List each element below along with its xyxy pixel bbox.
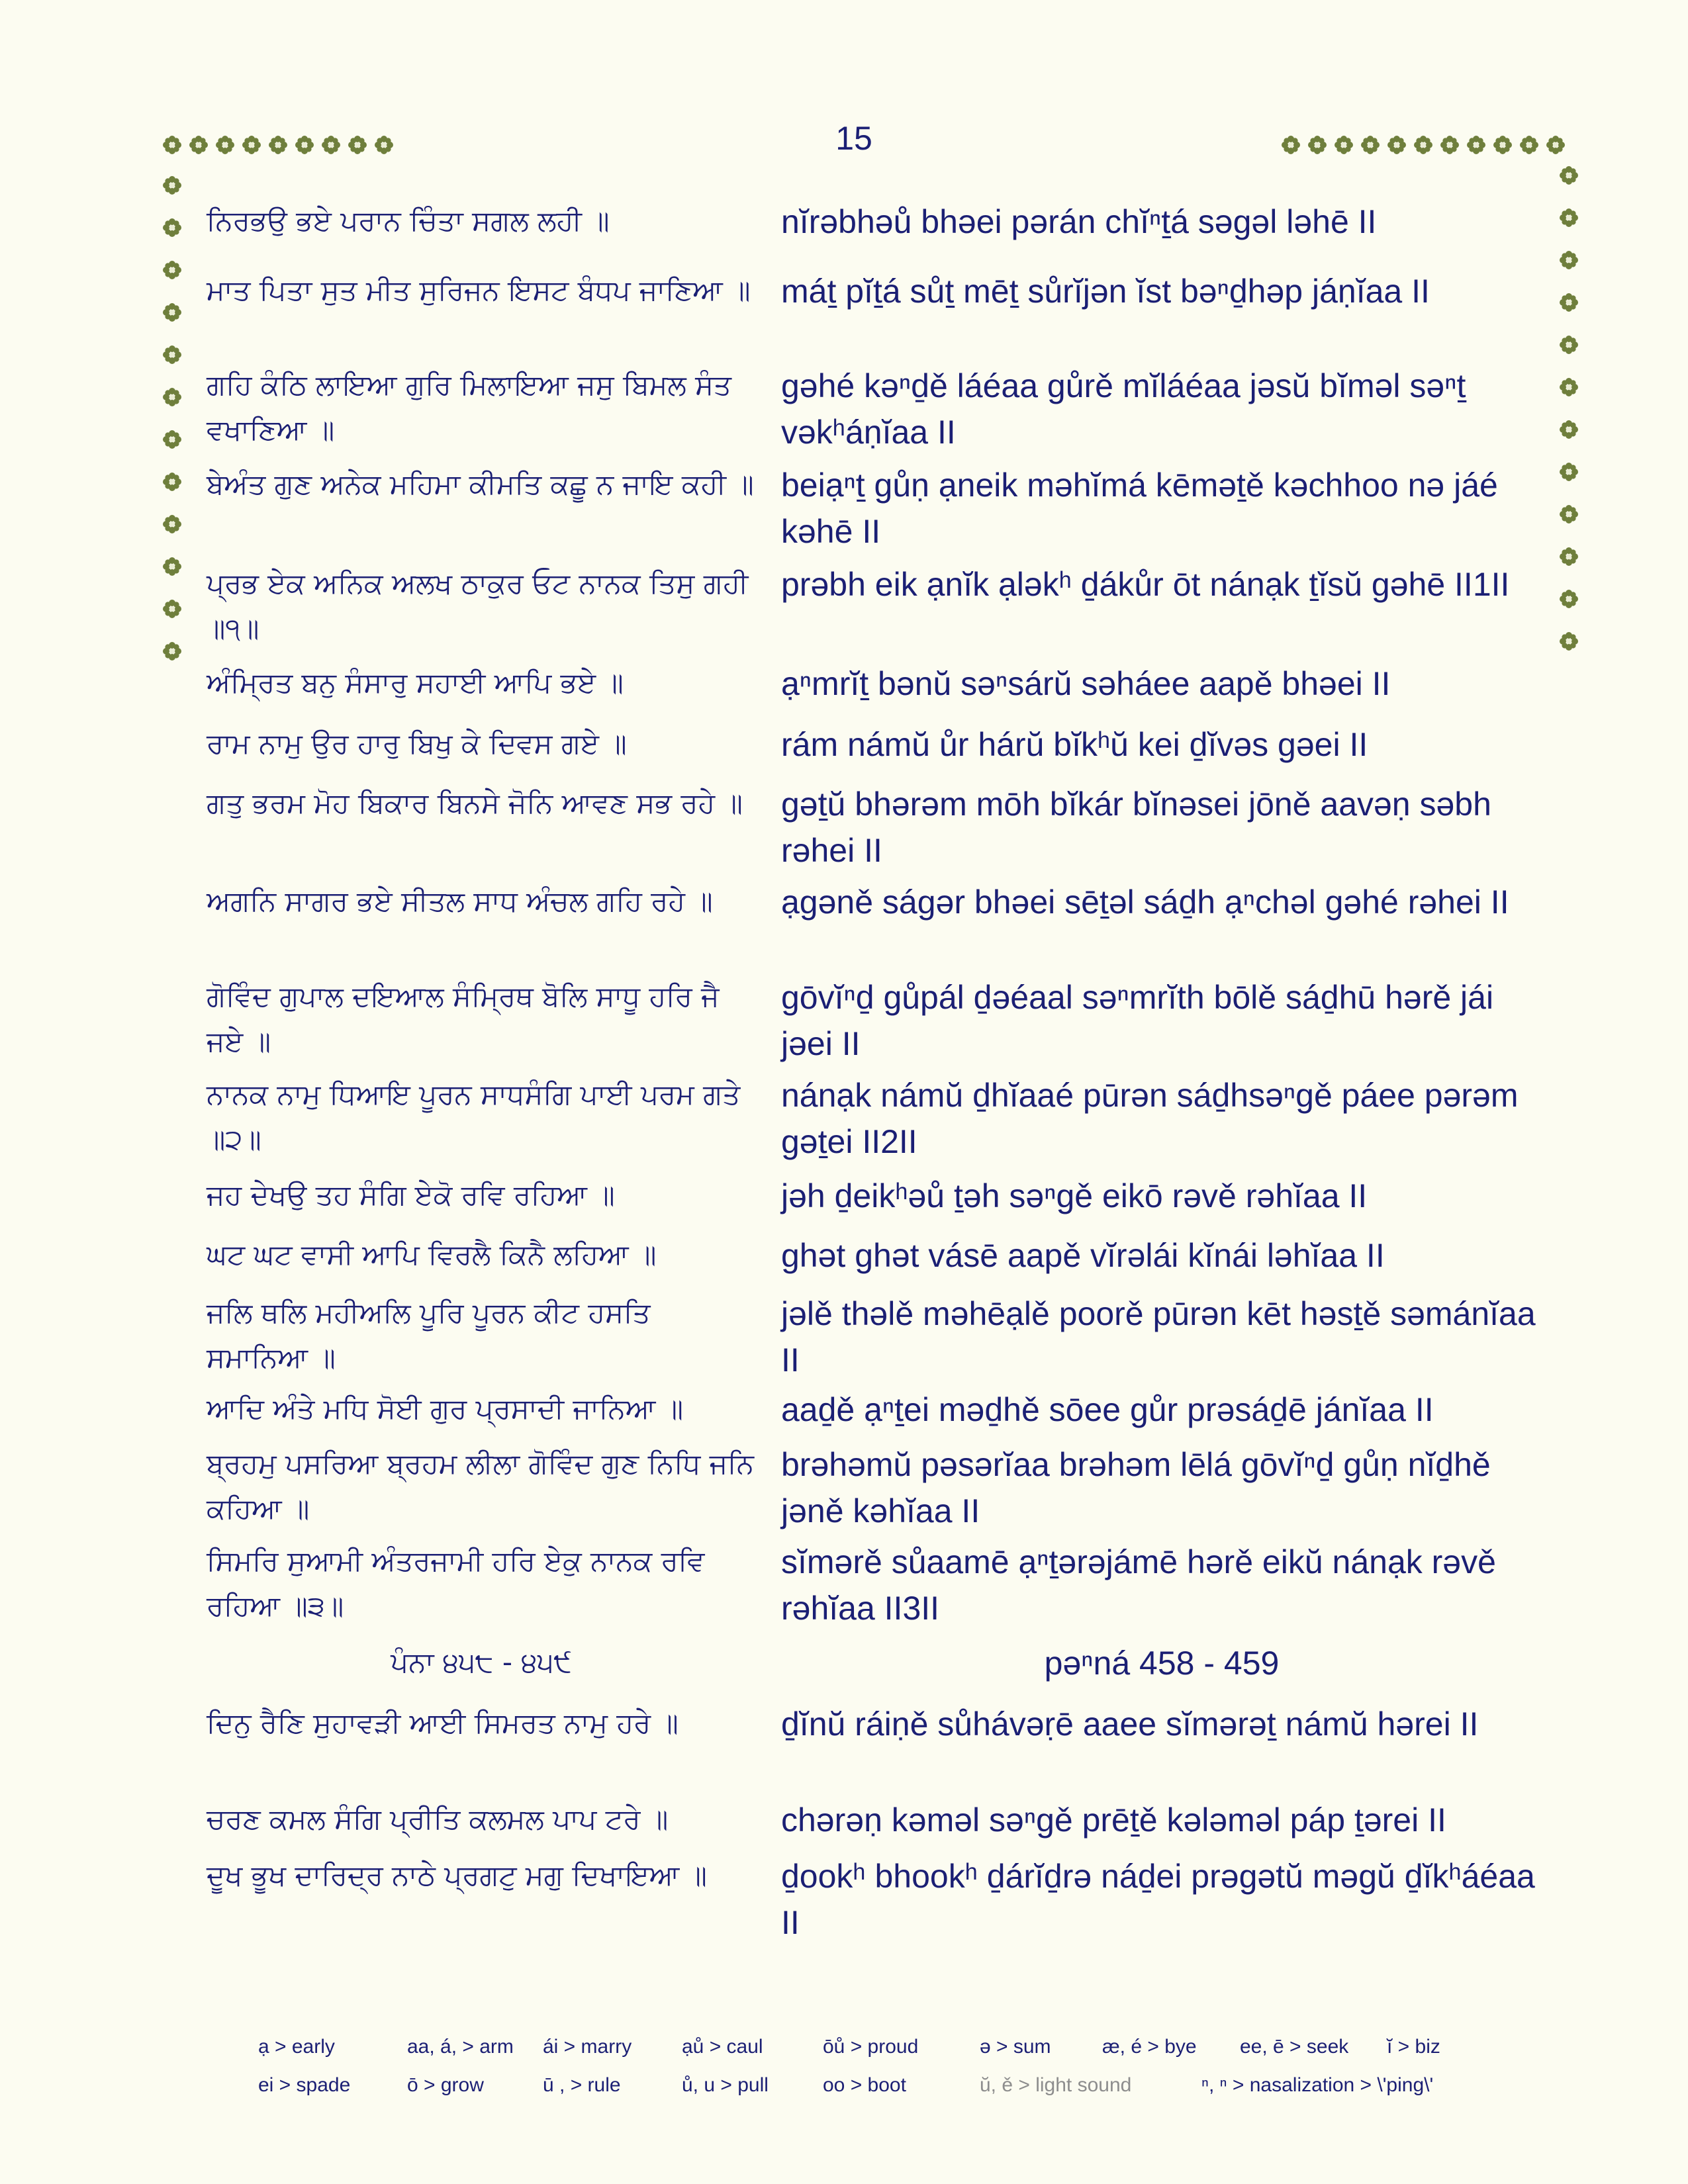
gurmukhi-line: ਬੇਅੰਤ ਗੁਣ ਅਨੇਕ ਮਹਿਮਾ ਕੀਮਤਿ ਕਛੂ ਨ ਜਾਇ ਕਹੀ ॥ [207, 468, 754, 500]
gurmukhi-line: ਅਗਨਿ ਸਾਗਰ ਭਏ ਸੀਤਲ ਸਾਧ ਅੰਚਲ ਗਹਿ ਰਹੇ ॥ [207, 885, 713, 917]
flower-ornament-icon [1546, 135, 1566, 155]
flower-ornament-icon [1387, 135, 1407, 155]
flower-ornament-icon [321, 135, 341, 155]
flower-ornament-icon [162, 641, 182, 661]
gurmukhi-line: ਜਲਿ ਥਲਿ ਮਹੀਅਲਿ ਪੂਰਿ ਪੂਰਨ ਕੀਟ ਹਸਤਿ ਸਮਾਨਿਆ ॥ [207, 1297, 651, 1374]
transliteration-line: brəhəmŭ pəsərĭaa brəhəm lēlá gōvĭⁿḏ gůṇ nĭḏhě jəně kəhĭaa II [781, 1446, 1500, 1529]
flower-ornament-icon [1413, 135, 1433, 155]
legend-item: ŭ, ě > light sound [980, 2074, 1132, 2096]
gurmukhi-line: ਚਰਣ ਕਮਲ ਸੰਗਿ ਪ੍ਰੀਤਿ ਕਲਮਲ ਪਾਪ ਟਰੇ ॥ [207, 1803, 669, 1835]
flower-ornament-icon [1559, 631, 1579, 651]
legend-item: ⁿ, ⁿ > nasalization > \'ping\' [1201, 2074, 1434, 2096]
transliteration-line: gəhé kəⁿḏě láéaa gůrě mĭláéaa jəsŭ bĭməl səⁿṯ vəkʰáṇĭaa II [781, 367, 1476, 451]
flower-ornament-icon [162, 135, 182, 155]
flower-ornament-icon [374, 135, 394, 155]
flower-ornament-icon [1559, 335, 1579, 355]
gurmukhi-line: ਬ੍ਰਹਮੁ ਪਸਰਿਆ ਬ੍ਰਹਮ ਲੀਲਾ ਗੋਵਿੰਦ ਗੁਣ ਨਿਧਿ ਜਨਿ ਕਹਿਆ ॥ [207, 1447, 754, 1525]
legend-item: æ, é > bye [1102, 2036, 1197, 2058]
flower-ornament-icon [1360, 135, 1380, 155]
legend-item: ĭ > biz [1387, 2036, 1440, 2058]
gurmukhi-line: ਦਿਨੁ ਰੈਣਿ ਸੁਹਾਵੜੀ ਆਈ ਸਿਮਰਤ ਨਾਮੁ ਹਰੇ ॥ [207, 1707, 679, 1739]
flower-ornament-icon [242, 135, 261, 155]
transliteration-line: ḏĭnŭ ráiṇě sůhávəṛē aaee sĭmərəṯ námŭ hərei II [781, 1706, 1479, 1743]
legend-item: ū , > rule [543, 2074, 621, 2096]
flower-ornament-icon [1559, 293, 1579, 312]
legend-item: ə > sum [980, 2036, 1051, 2058]
flower-ornament-icon [1559, 420, 1579, 439]
flower-ornament-icon [215, 135, 235, 155]
gurmukhi-line: ਦੂਖ ਭੂਖ ਦਾਰਿਦ੍ਰ ਨਾਠੇ ਪ੍ਰਗਟੁ ਮਗੁ ਦਿਖਾਇਆ ॥ [207, 1859, 707, 1891]
gurmukhi-line: ਰਾਮ ਨਾਮੁ ਉਰ ਹਾਰੁ ਬਿਖੁ ਕੇ ਦਿਵਸ ਗਏ ॥ [207, 727, 627, 760]
gurmukhi-line: ਪ੍ਰਭ ਏਕ ਅਨਿਕ ਅਲਖ ਠਾਕੁਰ ਓਟ ਨਾਨਕ ਤਿਸੁ ਗਹੀ ॥੧॥ [207, 567, 749, 645]
flower-ornament-icon [162, 345, 182, 365]
flower-ornament-icon [162, 514, 182, 534]
flower-ornament-icon [162, 430, 182, 449]
legend-item: ōů > proud [823, 2036, 919, 2058]
gurmukhi-line: ਗੋਵਿੰਦ ਗੁਪਾਲ ਦਇਆਲ ਸੰਮ੍ਰਿਥ ਬੋਲਿ ਸਾਧੂ ਹਰਿ ਜੈ ਜਏ ॥ [207, 980, 720, 1058]
flower-ornament-icon [1519, 135, 1539, 155]
transliteration-line: rám námŭ ůr hárŭ bĭkʰŭ kei ḏĭvəs gəei II [781, 726, 1368, 763]
legend-item: ei > spade [258, 2074, 351, 2096]
transliteration-line: prəbh eik ạnĭk ạləkʰ ḏákůr ōt nánạk ṯĭsŭ gəhē II1II [781, 566, 1510, 603]
gurmukhi-line: ਗਹਿ ਕੰਠਿ ਲਾਇਆ ਗੁਰਿ ਮਿਲਾਇਆ ਜਸੁ ਬਿਮਲ ਸੰਤ ਵਖਾਣਿਆ ॥ [207, 369, 731, 446]
transliteration-line: ḏookʰ bhookʰ ḏárĭḏrə náḏei prəgətŭ məgŭ ḏĭkʰáéaa II [781, 1858, 1544, 1941]
transliteration-line: aaḏě ạⁿṯei məḏhě sōee gůr prəsáḏē jánĭaa II [781, 1391, 1434, 1428]
transliteration-line: ạⁿmrĭṯ bənŭ səⁿsárŭ səháee aapě bhəei II [781, 665, 1391, 702]
flower-ornament-icon [1493, 135, 1513, 155]
gurmukhi-line: ਆਦਿ ਅੰਤੇ ਮਧਿ ਸੋਈ ਗੁਰ ਪ੍ਰਸਾਦੀ ਜਾਨਿਆ ॥ [207, 1392, 684, 1425]
flower-ornament-icon [1559, 504, 1579, 524]
flower-ornament-icon [162, 175, 182, 195]
gurmukhi-line: ਘਟ ਘਟ ਵਾਸੀ ਆਪਿ ਵਿਰਲੈ ਕਿਨੈ ਲਹਿਆ ॥ [207, 1238, 657, 1271]
flower-ornament-icon [1440, 135, 1460, 155]
flower-ornament-icon [1559, 462, 1579, 482]
legend-item: ạ > early [258, 2036, 335, 2058]
transliteration-line: ạgəně ságər bhəei sēṯəl sáḏh ạⁿchəl gəhé rəhei II [781, 884, 1509, 921]
flower-ornament-icon [1559, 547, 1579, 567]
flower-ornament-icon [162, 599, 182, 619]
flower-ornament-icon [162, 218, 182, 238]
transliteration-line: beiạⁿṯ gůṇ ạneik məhĭmá kēməṯě kəchhoo nə jáé kəhē II [781, 467, 1507, 550]
page-reference-gurmukhi: ਪੰਨਾ ੪੫੮ - ੪੫੯ [391, 1646, 572, 1678]
legend-item: ō > grow [407, 2074, 484, 2096]
flower-ornament-icon [162, 472, 182, 492]
gurmukhi-line: ਅੰਮ੍ਰਿਤ ਬਨੁ ਸੰਸਾਰੁ ਸਹਾਈ ਆਪਿ ਭਏ ॥ [207, 666, 624, 699]
flower-ornament-icon [295, 135, 314, 155]
flower-ornament-icon [189, 135, 209, 155]
flower-ornament-icon [1559, 250, 1579, 270]
transliteration-line: gəṯŭ bhərəm mōh bĭkár bĭnəsei jōně aavəṇ səbh rəhei II [781, 786, 1501, 869]
legend-item: oo > boot [823, 2074, 906, 2096]
transliteration-line: ghət ghət vásē aapě vĭrəlái kĭnái ləhĭaa II [781, 1237, 1385, 1274]
flower-ornament-icon [1307, 135, 1327, 155]
legend-item: aa, á, > arm [407, 2036, 514, 2058]
flower-ornament-icon [1559, 208, 1579, 228]
flower-ornament-icon [268, 135, 288, 155]
flower-ornament-icon [1559, 165, 1579, 185]
flower-ornament-icon [1559, 589, 1579, 609]
transliteration-line: jəh ḏeikʰəů ṯəh səⁿgě eikō rəvě rəhĭaa II [781, 1177, 1368, 1214]
gurmukhi-line: ਨਾਨਕ ਨਾਮੁ ਧਿਆਇ ਪੂਰਨ ਸਾਧਸੰਗਿ ਪਾਈ ਪਰਮ ਗਤੇ ॥੨॥ [207, 1078, 741, 1156]
legend-item: ee, ē > seek [1240, 2036, 1349, 2058]
legend-item: ái > marry [543, 2036, 632, 2058]
transliteration-line: jəlě thəlě məhēạlě poorě pūrən kēt həsṯě səmánĭaa II [781, 1295, 1545, 1379]
transliteration-line: nĭrəbhəů bhəei pərán chĭⁿṯá səgəl ləhē II [781, 203, 1377, 240]
page-reference-transliteration: pəⁿná 458 - 459 [1044, 1645, 1280, 1682]
flower-ornament-icon [1466, 135, 1486, 155]
transliteration-line: chərəṇ kəməl səⁿgě prēṯě kələməl páp ṯərei II [781, 1801, 1446, 1839]
legend-item: ạů > caul [682, 2036, 763, 2058]
flower-ornament-icon [162, 387, 182, 407]
flower-ornament-icon [348, 135, 367, 155]
transliteration-line: gōvĭⁿḏ gůpál ḏəéaal səⁿmrĭth bōlě sáḏhū hərě jái jəei II [781, 979, 1503, 1062]
flower-ornament-icon [1334, 135, 1354, 155]
flower-ornament-icon [1281, 135, 1301, 155]
gurmukhi-line: ਸਿਮਰਿ ਸੁਆਮੀ ਅੰਤਰਜਾਮੀ ਹਰਿ ਏਕੁ ਨਾਨਕ ਰਵਿ ਰਹਿਆ ॥੩॥ [207, 1545, 705, 1622]
flower-ornament-icon [1559, 377, 1579, 397]
gurmukhi-line: ਮਾਤ ਪਿਤਾ ਸੁਤ ਮੀਤ ਸੁਰਿਜਨ ਇਸਟ ਬੰਧਪ ਜਾਣਿਆ ॥ [207, 274, 751, 306]
flower-ornament-icon [162, 302, 182, 322]
transliteration-line: sĭmərě sůaamē ạⁿṯərəjámē hərě eikŭ nánạk rəvě rəhĭaa II3II [781, 1543, 1505, 1627]
page-number: 15 [835, 120, 872, 157]
gurmukhi-line: ਗਤੁ ਭਰਮ ਮੋਹ ਬਿਕਾਰ ਬਿਨਸੇ ਜੋਨਿ ਆਵਣ ਸਭ ਰਹੇ ॥ [207, 787, 743, 819]
flower-ornament-icon [162, 557, 182, 576]
transliteration-line: nánạk námŭ ḏhĭaaé pūrən sáḏhsəⁿgě páee pərəm gəṯei II2II [781, 1077, 1528, 1160]
legend-item: ů, u > pull [682, 2074, 769, 2096]
transliteration-line: máṯ pĭṯá sůṯ mēṯ sůrĭjən ĭst bəⁿḏhəp jáṇĭaa II [781, 273, 1430, 310]
gurmukhi-line: ਜਹ ਦੇਖਉ ਤਹ ਸੰਗਿ ਏਕੋ ਰਵਿ ਰਹਿਆ ॥ [207, 1179, 615, 1211]
gurmukhi-line: ਨਿਰਭਉ ਭਏ ਪਰਾਨ ਚਿੰਤਾ ਸਗਲ ਲਹੀ ॥ [207, 205, 610, 237]
flower-ornament-icon [162, 260, 182, 280]
